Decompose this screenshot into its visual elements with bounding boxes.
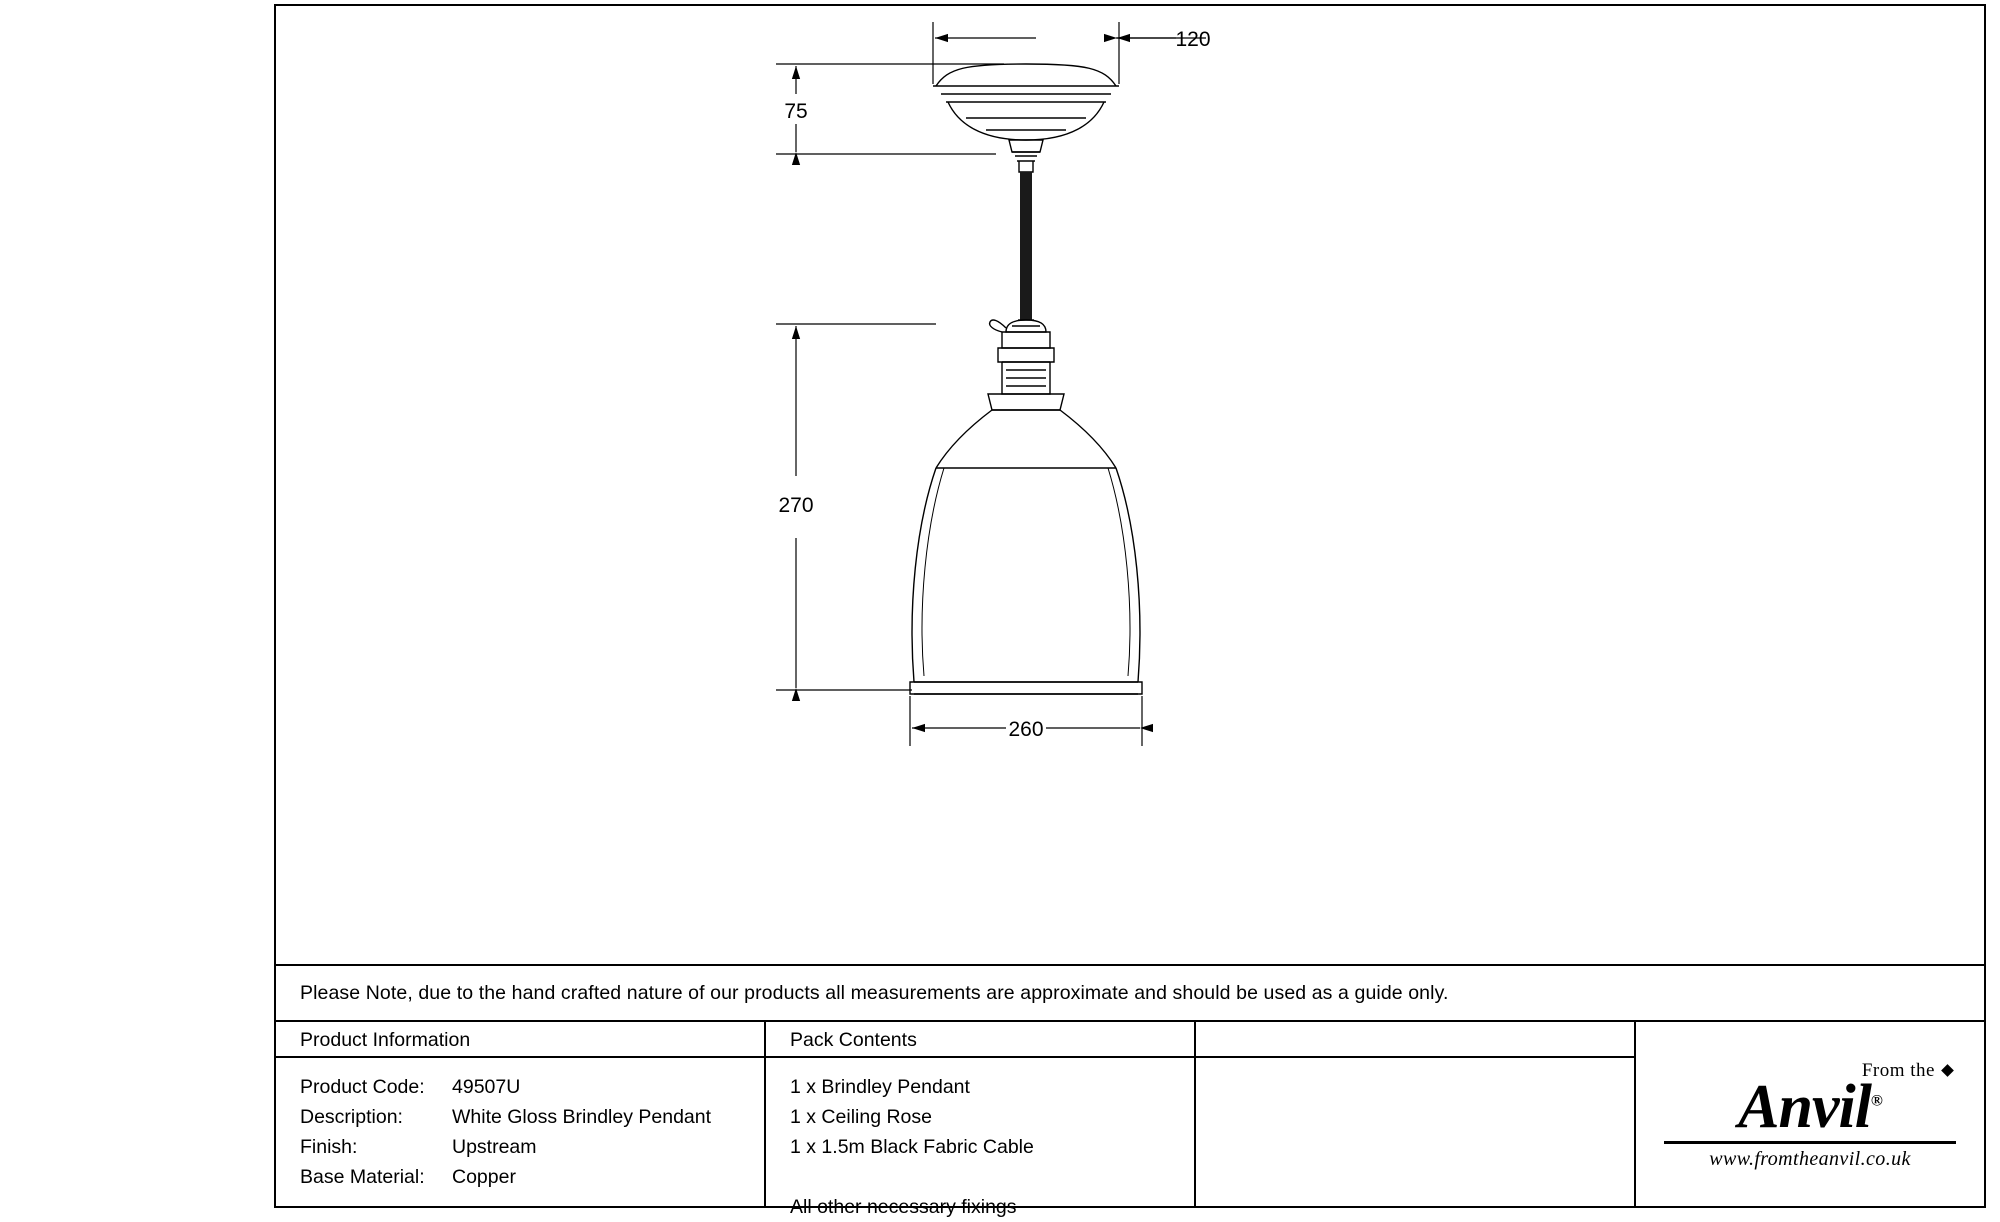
- technical-drawing: [276, 6, 1984, 966]
- note-bar: [276, 964, 1984, 1022]
- product-information-body: [276, 1058, 764, 1192]
- logo-wordmark: [1738, 1072, 1882, 1141]
- product-code-label: Product Code:: [300, 1076, 425, 1098]
- blank-column-header: [1196, 1022, 1634, 1058]
- product-code-value: 49507U: [452, 1076, 521, 1098]
- table-row: [300, 1102, 764, 1132]
- logo-from-the-text: From the: [1861, 1059, 1935, 1081]
- table-row: [300, 1132, 764, 1162]
- dim-drop-height-label: 270: [778, 494, 814, 517]
- base-material-value: Copper: [452, 1166, 516, 1188]
- dimension-rose-height: [776, 64, 1004, 154]
- logo-url: www.fromtheanvil.co.uk: [1709, 1147, 1911, 1170]
- list-item: 1 x Ceiling Rose: [790, 1106, 932, 1128]
- pack-contents-header: Pack Contents: [766, 1022, 1194, 1058]
- list-item: 1 x 1.5m Black Fabric Cable: [790, 1136, 1034, 1158]
- logo-column: [1636, 1022, 1984, 1208]
- dimension-top-width: [933, 22, 1206, 84]
- dim-shade-width-label: 260: [1008, 718, 1044, 741]
- description-label: Description:: [300, 1106, 403, 1128]
- pack-contents-column: [766, 1022, 1196, 1218]
- cable: [1020, 172, 1032, 320]
- brand-logo: [1636, 1022, 1984, 1208]
- drawing-sheet: [274, 4, 1986, 1218]
- diamond-icon: [1941, 1064, 1954, 1077]
- description-value: White Gloss Brindley Pendant: [452, 1106, 712, 1128]
- dim-top-width-label: 120: [1175, 28, 1211, 51]
- table-row: [300, 1072, 764, 1102]
- finish-value: Upstream: [452, 1136, 537, 1158]
- spacer: [790, 1162, 1194, 1192]
- base-material-label: Base Material:: [300, 1166, 425, 1188]
- pack-contents-body: [766, 1058, 1194, 1222]
- table-row: [300, 1162, 764, 1192]
- pack-contents-footer: All other necessary fixings: [790, 1196, 1017, 1218]
- logo-divider: [1664, 1141, 1956, 1144]
- pendant-drawing-svg: [276, 6, 1984, 962]
- logo-anvil-text: Anvil: [1738, 1072, 1871, 1141]
- product-information-column: [276, 1022, 766, 1208]
- list-item: 1 x Brindley Pendant: [790, 1076, 970, 1098]
- dim-rose-height-label: 75: [784, 100, 808, 123]
- blank-column-body: [1196, 1058, 1634, 1072]
- info-table: [276, 1022, 1984, 1218]
- note-text: Please Note, due to the hand crafted nature of our products all measurements are approximate and should be used as a guide only.: [300, 981, 1449, 1004]
- blank-column: [1196, 1022, 1636, 1208]
- finish-label: Finish:: [300, 1136, 358, 1158]
- product-information-header: Product Information: [276, 1022, 764, 1058]
- registered-trademark-icon: ®: [1870, 1091, 1882, 1109]
